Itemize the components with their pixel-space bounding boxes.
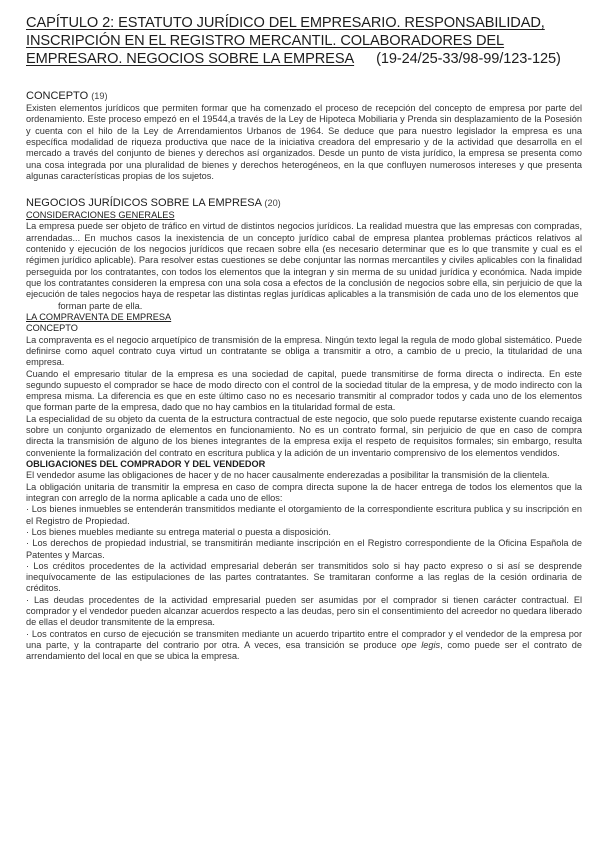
paragraph: La especialidad de su objeto da cuenta de la estructura contractual de este negocio, que solo puede reputarse existente cuando recaiga sobre un conjunto organizado de elementos en funcionamiento. No es un contrato formal, sin perjuicio de que en caso de compra directa la transmisión de alguno de los bienes integrantes de la empresa exija el respeto de requisitos formales; sin embargo, resulta conveniente la formalización del contrato en escritura publica y la adición de un inventario comprensivo de los elementos vendidos. [26, 413, 582, 458]
list-item: · Los contratos en curso de ejecución se transmiten mediante un acuerdo tripartito entre el comprador y el vendedor de la empresa por una parte, y la contraparte del contrario por otra. A veces, esa transición se produce ope legis, como puede ser el contrato de arrendamiento del local en que se ubica la empresa. [26, 628, 582, 662]
paragraph: Existen elementos jurídicos que permiten formar que ha comenzado el proceso de recepción del concepto de empresa por parte del ordenamiento. Este proceso empezó en el 19544,a través de la Ley de Hipoteca Mobiliaria y Prenda sin desplazamiento de la Posesión y cuenta con el hilo de la Ley de Arrendamientos Urbanos de 1964. Se deduce que para nuestro legislador la empresa es una específica modalidad de riqueza productiva que nace de la iniciativa creadora del empresario y de la actividad que desarrolla en el mercado a través del conjunto de bienes y derechos así organizados. Desde un punto de vista jurídico, la empresa se presenta como una cosa integrada por una pluralidad de bienes y derechos heterogéneos, en la que confluyen numerosos intereses y que presenta algunas características propias de los sujetos. [26, 103, 582, 181]
paragraph-tail: forman parte de ella. [58, 300, 143, 311]
page-title [26, 14, 582, 68]
title-line-2: INSCRIPCIÓN EN EL REGISTRO MERCANTIL. COLABORADORES DEL [26, 33, 505, 49]
page-range: (19-24/25-33/98-99/123-125) [376, 51, 561, 67]
subsubsection-heading: CONCEPTO [26, 323, 78, 334]
subsection-heading: CONSIDERACIONES GENERALES [26, 210, 175, 221]
section-concepto [26, 90, 582, 182]
list-item: · Las deudas procedentes de la actividad empresarial pueden ser asumidas por el comprador si tienen carácter contractual. El comprador y el vendedor pueden alcanzar acuerdos respecto a las deudas, pero sin el consentimiento del acreedor no quedara liberado de ellas el deudor transmitente de la empresa. [26, 594, 582, 628]
section-heading: CONCEPTO (19) [26, 90, 108, 102]
list-item: · Los derechos de propiedad industrial, se transmitirán mediante inscripción en el Registro correspondiente de la Oficina Española de Patentes y Marcas. [26, 538, 582, 560]
paragraph: La compraventa es el negocio arquetípico de transmisión de la empresa. Ningún texto legal la regula de modo global sistemático. Puede definirse como aquel contrato cuya virtud un contratante se obliga a transmitir a otro, a cambio de u precio, la titularidad de una empresa. [26, 334, 582, 368]
section-ref: (20) [264, 198, 281, 209]
list-item: · Los créditos procedentes de la actividad empresarial deberán ser transmitidos solo si hay pacto expreso o si así se desprende inequívocamente de las estipulaciones de las partes contratantes. Se tramitaran conforme a las reglas de la cesión ordinaria de créditos. [26, 560, 582, 594]
paragraph: La obligación unitaria de transmitir la empresa en caso de compra directa supone la de hacer entrega de todos los elementos que la integran con arreglo de la norma aplicable a cada uno de ellos: [26, 481, 582, 503]
section-negocios [26, 197, 582, 662]
list-item: · Los bienes muebles mediante su entrega material o puesta a disposición. [26, 526, 331, 537]
subsection-heading: LA COMPRAVENTA DE EMPRESA [26, 311, 172, 322]
title-line-1: CAPÍTULO 2: ESTATUTO JURÍDICO DEL EMPRESARIO. RESPONSABILIDAD, [26, 15, 545, 31]
section-heading: NEGOCIOS JURÍDICOS SOBRE LA EMPRESA (20) [26, 197, 281, 210]
paragraph: Cuando el empresario titular de la empresa es una sociedad de capital, puede transmitirse de forma directa o indirecta. En este segundo supuesto el comprador se hace de modo directo con el control de la sociedad titular de la empresa, y de modo indirecto con la empresa misma. La diferencia es que en este último caso no es necesario transmitir al comprador todos y cada uno de los elementos que forman parte de la empresa, dado que no hay cambios en la titularidad formal de esta. [26, 368, 582, 413]
subsubsection-heading: OBLIGACIONES DEL COMPRADOR Y DEL VENDEDOR [26, 459, 266, 470]
paragraph: La empresa puede ser objeto de tráfico en virtud de distintos negocios jurídicos. La realidad muestra que las empresas con compradas, arrendadas... En muchos casos la inexistencia de un concepto jurídico cabal de empresa plantea problemas prácticos relativos al contenido y ejecución de los negocios jurídicos que recaen sobre ella (es necesario determinar que es lo que transmite y cual es el régimen jurídico aplicable). Para resolver estas cuestiones se debe conjuntar las normas mercantiles y civiles aplicables con la finalidad perseguida por los contratantes, con todos los elementos que la integran y sin merma de su unidad jurídica y económica. Nada impide que los contratantes consideren la empresa con una sola cosa a efectos de la conclusión de negocios sobre ella, sin perjuicio de que la ejecución de tales negocios haya de respetar las distintas reglas jurídicas aplicables a la transmisión de cada uno de los elementos que [26, 221, 582, 300]
title-line-3: EMPRESARO. NEGOCIOS SOBRE LA EMPRESA [26, 51, 355, 67]
section-ref: (19) [91, 91, 108, 101]
list-item: · Los bienes inmuebles se entenderán transmitidos mediante el otorgamiento de la correspondiente escritura publica y su inscripción en el Registro de Propiedad. [26, 504, 582, 526]
italic-term: ope legis [401, 640, 441, 650]
paragraph: El vendedor asume las obligaciones de hacer y de no hacer causalmente enderezadas a posibilitar la transmisión de la clientela. [26, 470, 550, 481]
